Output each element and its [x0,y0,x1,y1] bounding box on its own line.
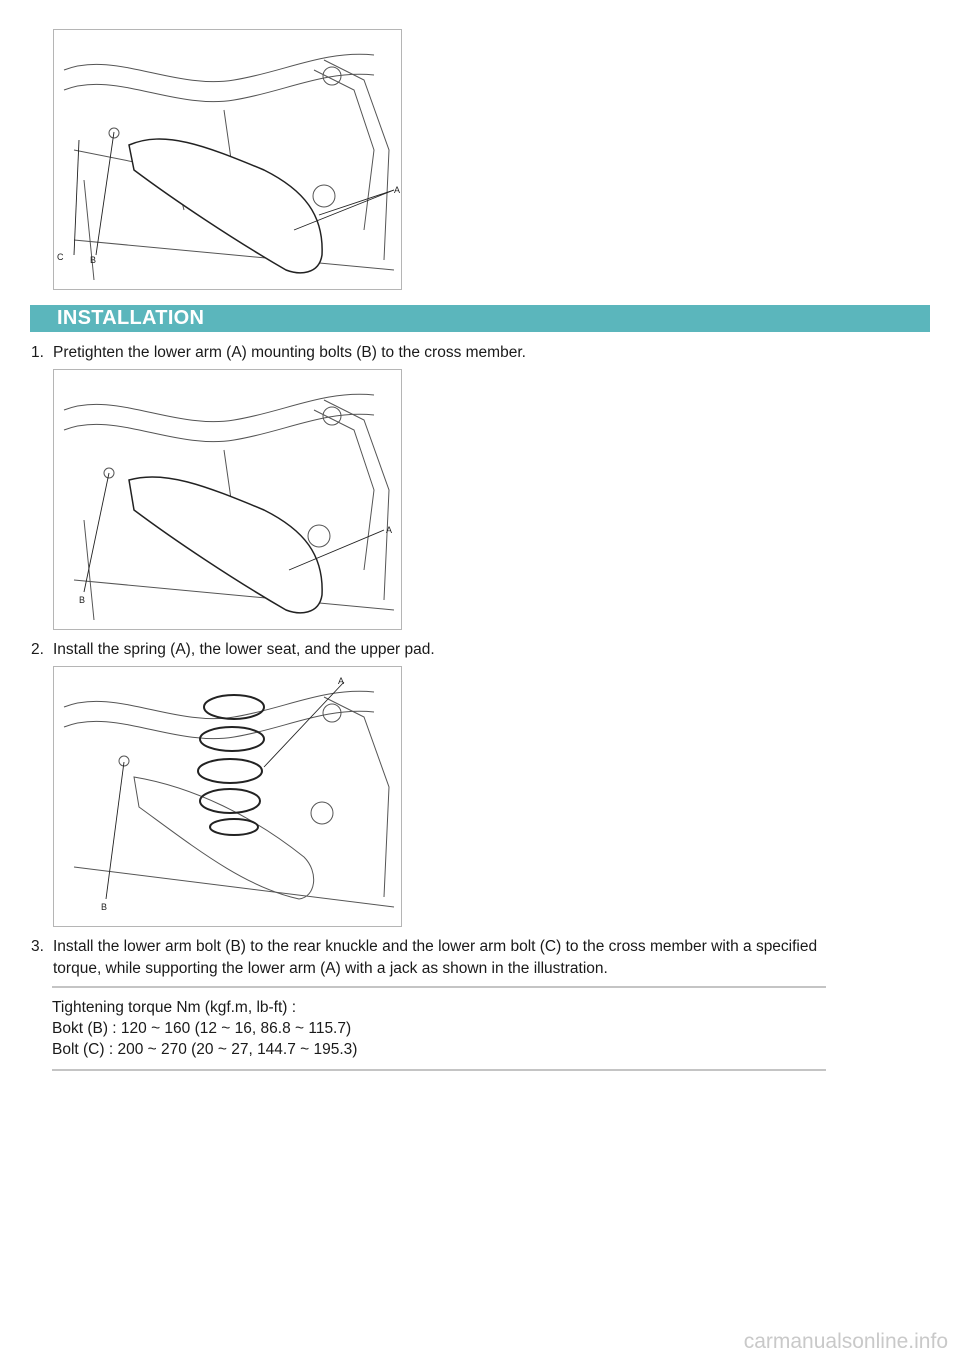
callout-b: B [79,595,86,605]
watermark: carmanualsonline.info [743,1330,948,1353]
step-text-line-2: torque, while supporting the lower arm (A) with a jack as shown in the illustration. [53,960,608,977]
pretighten-bolts-illustration [54,370,401,629]
spec-line-bolt-c: Bolt (C) : 200 ~ 270 (20 ~ 27, 144.7 ~ 195.3) [52,1041,358,1058]
callout-b: B [90,255,97,265]
step-number: 1. [31,344,44,361]
callout-b: B [101,902,108,912]
spec-heading: Tightening torque Nm (kgf.m, lb-ft) : [52,999,297,1016]
step-text: Pretighten the lower arm (A) mounting bolts (B) to the cross member. [53,344,526,361]
section-title: INSTALLATION [57,307,205,329]
callout-a: A [338,676,345,686]
callout-c: C [57,252,64,262]
lower-arm-illustration [54,30,401,289]
spec-line-bolt-b: Bokt (B) : 120 ~ 160 (12 ~ 16, 86.8 ~ 115.7) [52,1020,352,1037]
spec-top-rule [52,986,826,988]
step-1 [31,342,931,364]
spec-bottom-rule [52,1069,826,1071]
figure-step-1 [53,369,402,630]
callout-a: A [394,185,401,195]
step-2 [31,639,931,661]
step-number: 3. [31,938,44,955]
step-text: Install the spring (A), the lower seat, and the upper pad. [53,641,435,658]
figure-step-2 [53,666,402,927]
step-3 [31,936,931,980]
step-text-line-1: Install the lower arm bolt (B) to the rear knuckle and the lower arm bolt (C) to the cross member with a specified [53,938,818,955]
section-banner [30,305,930,332]
figure-lower-arm-removal [53,29,402,290]
step-number: 2. [31,641,44,658]
spring-installation-illustration [54,667,401,926]
torque-spec [52,997,357,1060]
callout-a: A [386,525,393,535]
